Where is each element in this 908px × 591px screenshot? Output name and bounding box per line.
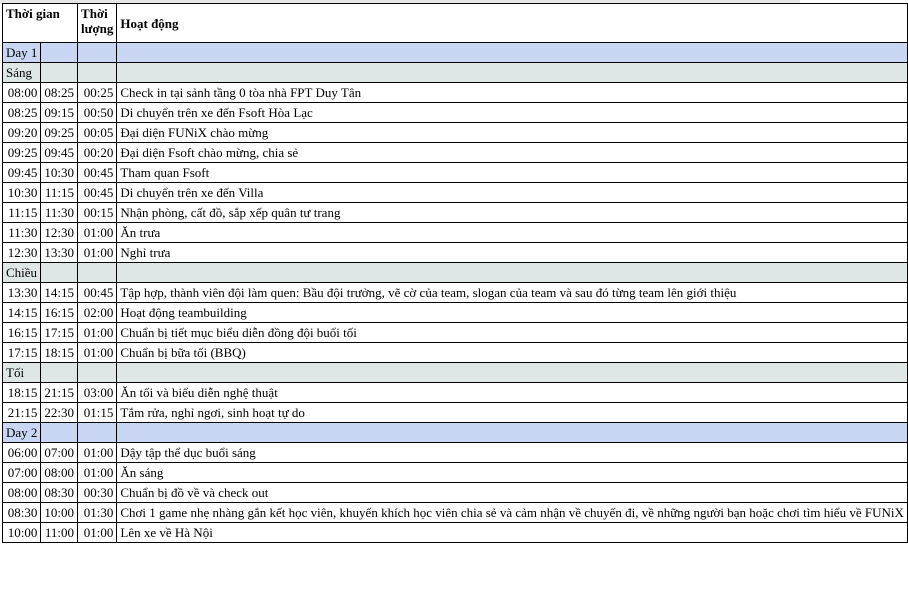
- empty-cell[interactable]: [78, 363, 117, 383]
- empty-cell[interactable]: [117, 363, 907, 383]
- activity-cell[interactable]: Ăn trưa: [117, 223, 907, 243]
- start-time-cell[interactable]: 11:15: [3, 203, 41, 223]
- start-time-cell[interactable]: 07:00: [3, 463, 41, 483]
- start-time-cell[interactable]: 12:30: [3, 243, 41, 263]
- end-time-cell[interactable]: 08:00: [41, 463, 78, 483]
- table-row: [3, 123, 908, 143]
- empty-cell[interactable]: [78, 63, 117, 83]
- duration-cell[interactable]: 00:20: [78, 143, 117, 163]
- empty-cell[interactable]: [41, 63, 78, 83]
- activity-cell[interactable]: Đại diện FUNiX chào mừng: [117, 123, 907, 143]
- duration-cell[interactable]: 01:00: [78, 443, 117, 463]
- start-time-cell[interactable]: 08:30: [3, 503, 41, 523]
- start-time-cell[interactable]: 11:30: [3, 223, 41, 243]
- activity-cell[interactable]: Tắm rửa, nghỉ ngơi, sinh hoạt tự do: [117, 403, 907, 423]
- duration-cell[interactable]: 01:00: [78, 343, 117, 363]
- activity-cell[interactable]: Di chuyển trên xe đến Villa: [117, 183, 907, 203]
- end-time-cell[interactable]: 11:00: [41, 523, 78, 543]
- end-time-cell[interactable]: 22:30: [41, 403, 78, 423]
- end-time-cell[interactable]: 12:30: [41, 223, 78, 243]
- end-time-cell[interactable]: 09:45: [41, 143, 78, 163]
- section-header-row: [3, 363, 908, 383]
- table-row: [3, 463, 908, 483]
- activity-cell[interactable]: Chuẩn bị đồ về và check out: [117, 483, 907, 503]
- end-time-cell[interactable]: 09:15: [41, 103, 78, 123]
- start-time-cell[interactable]: 06:00: [3, 443, 41, 463]
- end-time-cell[interactable]: 11:15: [41, 183, 78, 203]
- duration-cell[interactable]: 01:00: [78, 323, 117, 343]
- end-time-cell[interactable]: 17:15: [41, 323, 78, 343]
- schedule-body: [3, 43, 908, 543]
- table-row: [3, 383, 908, 403]
- end-time-cell[interactable]: 09:25: [41, 123, 78, 143]
- activity-cell[interactable]: Di chuyển trên xe đến Fsoft Hòa Lạc: [117, 103, 907, 123]
- empty-cell[interactable]: [41, 363, 78, 383]
- end-time-cell[interactable]: 08:30: [41, 483, 78, 503]
- start-time-cell[interactable]: 18:15: [3, 383, 41, 403]
- empty-cell[interactable]: [41, 263, 78, 283]
- header-activity[interactable]: Hoạt động: [117, 4, 907, 43]
- start-time-cell[interactable]: 10:00: [3, 523, 41, 543]
- end-time-cell[interactable]: 08:25: [41, 83, 78, 103]
- empty-cell[interactable]: [41, 43, 78, 63]
- duration-cell[interactable]: 00:15: [78, 203, 117, 223]
- table-row: [3, 203, 908, 223]
- empty-cell[interactable]: [78, 423, 117, 443]
- table-row: [3, 163, 908, 183]
- table-row: [3, 403, 908, 423]
- table-row: [3, 323, 908, 343]
- duration-cell[interactable]: 01:00: [78, 243, 117, 263]
- duration-cell[interactable]: 02:00: [78, 303, 117, 323]
- start-time-cell[interactable]: 17:15: [3, 343, 41, 363]
- section-header-row: [3, 63, 908, 83]
- duration-cell[interactable]: 00:25: [78, 83, 117, 103]
- empty-cell[interactable]: [41, 423, 78, 443]
- duration-cell[interactable]: 01:00: [78, 463, 117, 483]
- activity-cell[interactable]: Tập hợp, thành viên đội làm quen: Bầu đội trưởng, vẽ cờ của team, slogan của team và sau đó từng team lên giới thiệu: [117, 283, 907, 303]
- section-label-cell[interactable]: Tối: [3, 363, 41, 383]
- section-label-cell[interactable]: Sáng: [3, 63, 41, 83]
- activity-cell[interactable]: Nhận phòng, cất đồ, sắp xếp quân tư trang: [117, 203, 907, 223]
- end-time-cell[interactable]: 13:30: [41, 243, 78, 263]
- activity-cell[interactable]: Ăn tối và biểu diễn nghệ thuật: [117, 383, 907, 403]
- activity-cell[interactable]: Đại diện Fsoft chào mừng, chia sẻ: [117, 143, 907, 163]
- header-duration[interactable]: Thời lượng: [78, 4, 117, 43]
- duration-cell[interactable]: 00:45: [78, 283, 117, 303]
- duration-cell[interactable]: 00:45: [78, 163, 117, 183]
- table-row: [3, 283, 908, 303]
- start-time-cell[interactable]: 08:00: [3, 483, 41, 503]
- table-row: [3, 103, 908, 123]
- day-label-cell[interactable]: Day 2: [3, 423, 41, 443]
- start-time-cell[interactable]: 09:45: [3, 163, 41, 183]
- empty-cell[interactable]: [117, 423, 907, 443]
- table-row: [3, 143, 908, 163]
- table-row: [3, 303, 908, 323]
- end-time-cell[interactable]: 10:30: [41, 163, 78, 183]
- duration-cell[interactable]: 01:30: [78, 503, 117, 523]
- empty-cell[interactable]: [117, 263, 907, 283]
- activity-cell[interactable]: Nghỉ trưa: [117, 243, 907, 263]
- table-row: [3, 183, 908, 203]
- activity-cell[interactable]: Chơi 1 game nhẹ nhàng gắn kết học viên, khuyến khích học viên chia sẻ và cảm nhận về chuyến đi, về những người bạn hoặc chơi tìm hiểu về FUNiX: [117, 503, 907, 523]
- start-time-cell[interactable]: 13:30: [3, 283, 41, 303]
- start-time-cell[interactable]: 08:25: [3, 103, 41, 123]
- start-time-cell[interactable]: 09:25: [3, 143, 41, 163]
- schedule-table: [2, 3, 908, 543]
- header-row: [3, 4, 908, 43]
- day-header-row: [3, 423, 908, 443]
- end-time-cell[interactable]: 18:15: [41, 343, 78, 363]
- end-time-cell[interactable]: 11:30: [41, 203, 78, 223]
- end-time-cell[interactable]: 07:00: [41, 443, 78, 463]
- duration-cell[interactable]: 01:00: [78, 523, 117, 543]
- activity-cell[interactable]: Tham quan Fsoft: [117, 163, 907, 183]
- activity-cell[interactable]: Ăn sáng: [117, 463, 907, 483]
- activity-cell[interactable]: Check in tại sảnh tầng 0 tòa nhà FPT Duy Tân: [117, 83, 907, 103]
- duration-cell[interactable]: 01:00: [78, 223, 117, 243]
- activity-cell[interactable]: Chuẩn bị bữa tối (BBQ): [117, 343, 907, 363]
- table-row: [3, 243, 908, 263]
- end-time-cell[interactable]: 16:15: [41, 303, 78, 323]
- activity-cell[interactable]: Dậy tập thể dục buổi sáng: [117, 443, 907, 463]
- duration-cell[interactable]: 00:45: [78, 183, 117, 203]
- start-time-cell[interactable]: 09:20: [3, 123, 41, 143]
- activity-cell[interactable]: Hoạt động teambuilding: [117, 303, 907, 323]
- start-time-cell[interactable]: 21:15: [3, 403, 41, 423]
- end-time-cell[interactable]: 10:00: [41, 503, 78, 523]
- duration-cell[interactable]: 01:15: [78, 403, 117, 423]
- table-row: [3, 523, 908, 543]
- end-time-cell[interactable]: 21:15: [41, 383, 78, 403]
- duration-cell[interactable]: 00:50: [78, 103, 117, 123]
- table-row: [3, 483, 908, 503]
- table-row: [3, 343, 908, 363]
- table-row: [3, 223, 908, 243]
- section-header-row: [3, 263, 908, 283]
- duration-cell[interactable]: 00:30: [78, 483, 117, 503]
- day-label-cell[interactable]: Day 1: [3, 43, 41, 63]
- duration-cell[interactable]: 03:00: [78, 383, 117, 403]
- empty-cell[interactable]: [117, 63, 907, 83]
- activity-cell[interactable]: Lên xe về Hà Nội: [117, 523, 907, 543]
- start-time-cell[interactable]: 10:30: [3, 183, 41, 203]
- empty-cell[interactable]: [78, 263, 117, 283]
- start-time-cell[interactable]: 16:15: [3, 323, 41, 343]
- header-time[interactable]: Thời gian: [3, 4, 78, 43]
- table-row: [3, 503, 908, 523]
- duration-cell[interactable]: 00:05: [78, 123, 117, 143]
- section-label-cell[interactable]: Chiều: [3, 263, 41, 283]
- start-time-cell[interactable]: 14:15: [3, 303, 41, 323]
- empty-cell[interactable]: [117, 43, 907, 63]
- empty-cell[interactable]: [78, 43, 117, 63]
- table-row: [3, 83, 908, 103]
- day-header-row: [3, 43, 908, 63]
- end-time-cell[interactable]: 14:15: [41, 283, 78, 303]
- activity-cell[interactable]: Chuẩn bị tiết mục biểu diễn đồng đội buổi tối: [117, 323, 907, 343]
- start-time-cell[interactable]: 08:00: [3, 83, 41, 103]
- table-row: [3, 443, 908, 463]
